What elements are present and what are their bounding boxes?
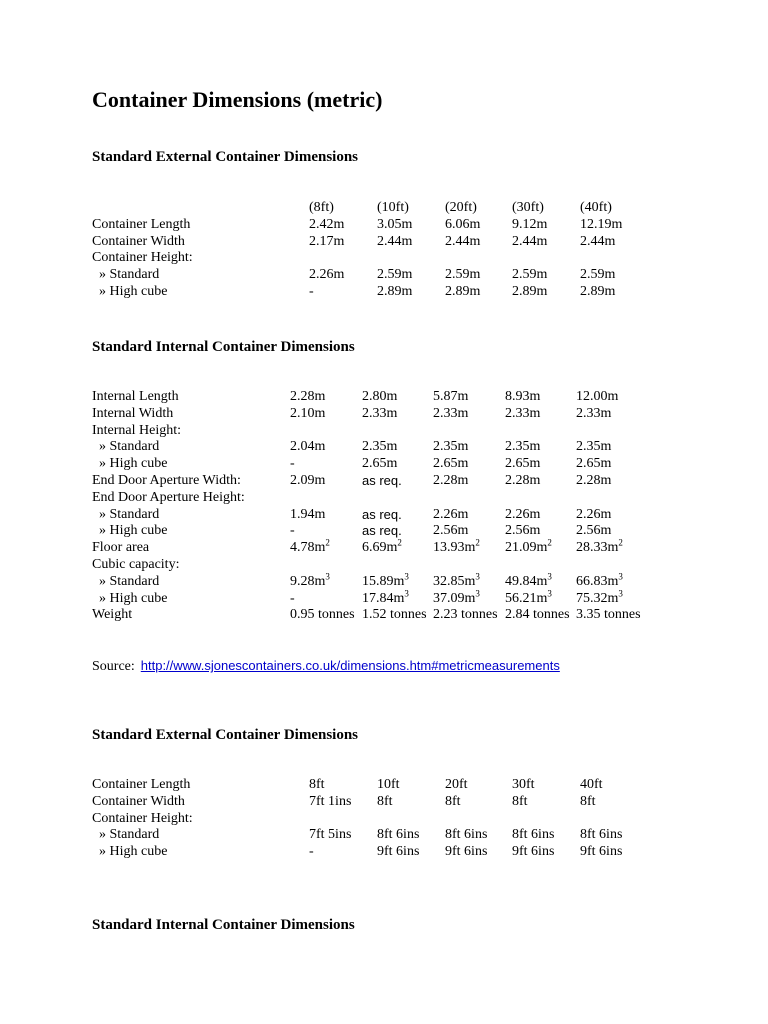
table-cell: 8ft 6ins [445, 827, 488, 843]
table-cell: 9ft 6ins [377, 844, 420, 860]
source-label: Source: [92, 659, 135, 674]
table-cell: 12.00m [576, 389, 619, 404]
table-external-imperial [92, 777, 692, 861]
table-cell: 8ft [309, 777, 325, 792]
table-cell: $66.83m^3$ [576, 571, 623, 589]
table-row [92, 844, 692, 861]
table-cell: 2.59m [512, 267, 548, 283]
table-cell: 2.28m [290, 389, 326, 404]
table-cell: 9ft 6ins [580, 844, 623, 860]
table-row [92, 507, 692, 524]
table-cell: 8.93m [505, 389, 541, 404]
table-cell: $6.69m^2$ [362, 537, 402, 556]
row-label: Internal Width [92, 405, 174, 421]
table-cell: 2.35m [505, 439, 541, 455]
table-cell: 2.59m [445, 267, 481, 283]
table-cell: (20ft) [445, 200, 477, 215]
table-cell: 7ft 1ins [309, 793, 352, 809]
table-row [92, 406, 692, 423]
table-cell: 2.56m [505, 523, 541, 539]
table-row [92, 587, 692, 608]
table-row [92, 473, 692, 490]
table-cell: 2.89m [445, 283, 481, 299]
table-cell: as req. [362, 523, 402, 539]
table-cell: $17.84m^3$ [362, 587, 409, 606]
table-cell: 2.28m [433, 472, 469, 488]
table-cell: $75.32m^3$ [576, 587, 623, 606]
table-cell: 2.56m [576, 523, 612, 539]
table-cell: 2.44m [512, 233, 548, 249]
row-label: Internal Height: [92, 422, 182, 438]
row-label: Container Length [92, 216, 191, 232]
table-cell: $32.85m^3$ [433, 571, 480, 589]
row-label: Weight [92, 607, 133, 623]
table-cell: $28.33m^2$ [576, 537, 623, 556]
page-title: Container Dimensions (metric) [92, 87, 383, 112]
section-heading-external-imperial: Standard External Container Dimensions [92, 727, 359, 743]
table-cell: 2.33m [576, 405, 612, 421]
table-cell: 2.33m [505, 405, 541, 421]
table-cell: 2.65m [505, 456, 541, 472]
table-row [92, 827, 692, 844]
table-row [92, 557, 692, 574]
table-row [92, 456, 692, 473]
table-cell: 2.04m [290, 439, 326, 455]
table-cell: 2.65m [576, 456, 612, 472]
row-label: » High cube [92, 844, 168, 860]
table-cell: 8ft [377, 793, 393, 809]
table-cell: 2.89m [512, 283, 548, 299]
table-cell: 2.33m [433, 405, 469, 421]
row-label: » Standard [92, 506, 160, 522]
table-cell: 2.44m [377, 233, 413, 249]
row-label: » High cube [92, 590, 168, 606]
table-cell: $56.21m^3$ [505, 587, 552, 606]
table-row [92, 537, 692, 557]
table-cell: 8ft 6ins [377, 827, 420, 843]
table-row [92, 490, 692, 507]
table-cell: 2.35m [576, 439, 612, 455]
row-label: » High cube [92, 523, 168, 539]
table-external-metric [92, 200, 692, 301]
table-cell: 2.35m [362, 439, 398, 455]
table-cell: $49.84m^3$ [505, 571, 552, 589]
table-cell: 30ft [512, 777, 535, 792]
source-link[interactable]: http://www.sjonescontainers.co.uk/dimensions.htm#metricmeasurements [140, 658, 560, 673]
row-label: Container Width [92, 233, 185, 249]
table-row [92, 284, 692, 301]
table-cell: 2.33m [362, 405, 398, 421]
row-label: » High cube [92, 456, 168, 472]
table-row [92, 267, 692, 284]
table-cell: $15.89m^3$ [362, 571, 409, 589]
table-row [92, 439, 692, 456]
table-row [92, 523, 692, 540]
table-cell: 2.35m [433, 439, 469, 455]
table-cell: 2.89m [580, 283, 616, 299]
table-cell: - [309, 844, 314, 860]
table-cell: 2.65m [433, 456, 469, 472]
row-label: Floor area [92, 540, 150, 556]
table-row [92, 777, 692, 794]
row-label: End Door Aperture Width: [92, 472, 241, 488]
table-cell: as req. [362, 472, 402, 488]
table-cell: 2.09m [290, 472, 326, 488]
table-cell: 2.59m [580, 267, 616, 283]
table-cell: 3.05m [377, 216, 413, 232]
table-cell: 8ft [445, 793, 461, 809]
table-cell: 2.10m [290, 405, 326, 421]
table-row [92, 423, 692, 440]
table-row [92, 200, 692, 217]
table-cell: - [290, 590, 295, 606]
table-cell: 1.52 tonnes [362, 607, 427, 623]
table-cell: 2.28m [505, 472, 541, 488]
table-cell: 1.94m [290, 506, 326, 522]
row-label: Internal Length [92, 389, 179, 404]
table-cell: 2.28m [576, 472, 612, 488]
row-label: End Door Aperture Height: [92, 489, 245, 505]
table-row [92, 811, 692, 828]
table-cell: 2.23 tonnes [433, 607, 498, 623]
table-cell: 8ft [580, 793, 596, 809]
table-cell: 2.59m [377, 267, 413, 283]
table-cell: - [290, 456, 295, 472]
table-row [92, 571, 692, 591]
table-cell: $9.28m^3$ [290, 571, 330, 589]
table-cell: 2.26m [505, 506, 541, 522]
table-cell: - [290, 523, 295, 539]
table-cell: $13.93m^2$ [433, 537, 480, 556]
table-cell: 8ft [512, 793, 528, 809]
section-heading-internal-imperial: Standard Internal Container Dimensions [92, 917, 355, 933]
table-cell: 9ft 6ins [512, 844, 555, 860]
table-cell: 2.56m [433, 523, 469, 539]
row-label: » Standard [92, 573, 160, 589]
row-label: Container Width [92, 793, 185, 809]
table-row [92, 389, 692, 406]
row-label: Container Length [92, 777, 191, 792]
section-heading-internal-metric: Standard Internal Container Dimensions [92, 339, 355, 355]
table-cell: 7ft 5ins [309, 827, 352, 843]
table-cell: 2.65m [362, 456, 398, 472]
table-cell: 2.26m [576, 506, 612, 522]
row-label: » High cube [92, 283, 168, 299]
table-cell: 10ft [377, 777, 400, 792]
table-cell: 20ft [445, 777, 468, 792]
table-cell: - [309, 283, 314, 299]
table-cell: 2.84 tonnes [505, 607, 570, 623]
row-label: Cubic capacity: [92, 556, 180, 572]
table-cell: 2.26m [309, 267, 345, 283]
table-cell: 2.80m [362, 389, 398, 404]
table-cell: 9.12m [512, 216, 548, 232]
source-line [92, 657, 560, 675]
table-cell: 3.35 tonnes [576, 607, 641, 623]
row-label: » Standard [92, 827, 160, 843]
table-internal-metric [92, 389, 692, 624]
table-cell: 9ft 6ins [445, 844, 488, 860]
row-label: » Standard [92, 267, 160, 283]
table-row [92, 250, 692, 267]
table-cell: $21.09m^2$ [505, 537, 552, 556]
table-cell: (30ft) [512, 200, 544, 215]
table-cell: 8ft 6ins [512, 827, 555, 843]
table-cell: 2.42m [309, 216, 345, 232]
table-cell: 40ft [580, 777, 603, 792]
table-cell: (40ft) [580, 200, 612, 215]
row-label: » Standard [92, 439, 160, 455]
table-cell: 2.44m [445, 233, 481, 249]
table-row [92, 794, 692, 811]
table-cell: $37.09m^3$ [433, 587, 480, 606]
table-cell: $4.78m^2$ [290, 537, 330, 556]
table-cell: (10ft) [377, 200, 409, 215]
row-label: Container Height: [92, 250, 193, 266]
table-cell: 2.89m [377, 283, 413, 299]
table-cell: 0.95 tonnes [290, 607, 355, 623]
table-cell: 6.06m [445, 216, 481, 232]
table-row [92, 607, 692, 624]
table-cell: 12.19m [580, 216, 623, 232]
table-cell: (8ft) [309, 200, 334, 215]
row-label: Container Height: [92, 810, 193, 826]
table-row [92, 217, 692, 234]
table-cell: 5.87m [433, 389, 469, 404]
section-heading-external-metric: Standard External Container Dimensions [92, 149, 359, 165]
table-cell: 2.26m [433, 506, 469, 522]
table-row [92, 234, 692, 251]
table-cell: 2.17m [309, 233, 345, 249]
table-cell: as req. [362, 506, 402, 522]
table-cell: 2.44m [580, 233, 616, 249]
table-cell: 8ft 6ins [580, 827, 623, 843]
